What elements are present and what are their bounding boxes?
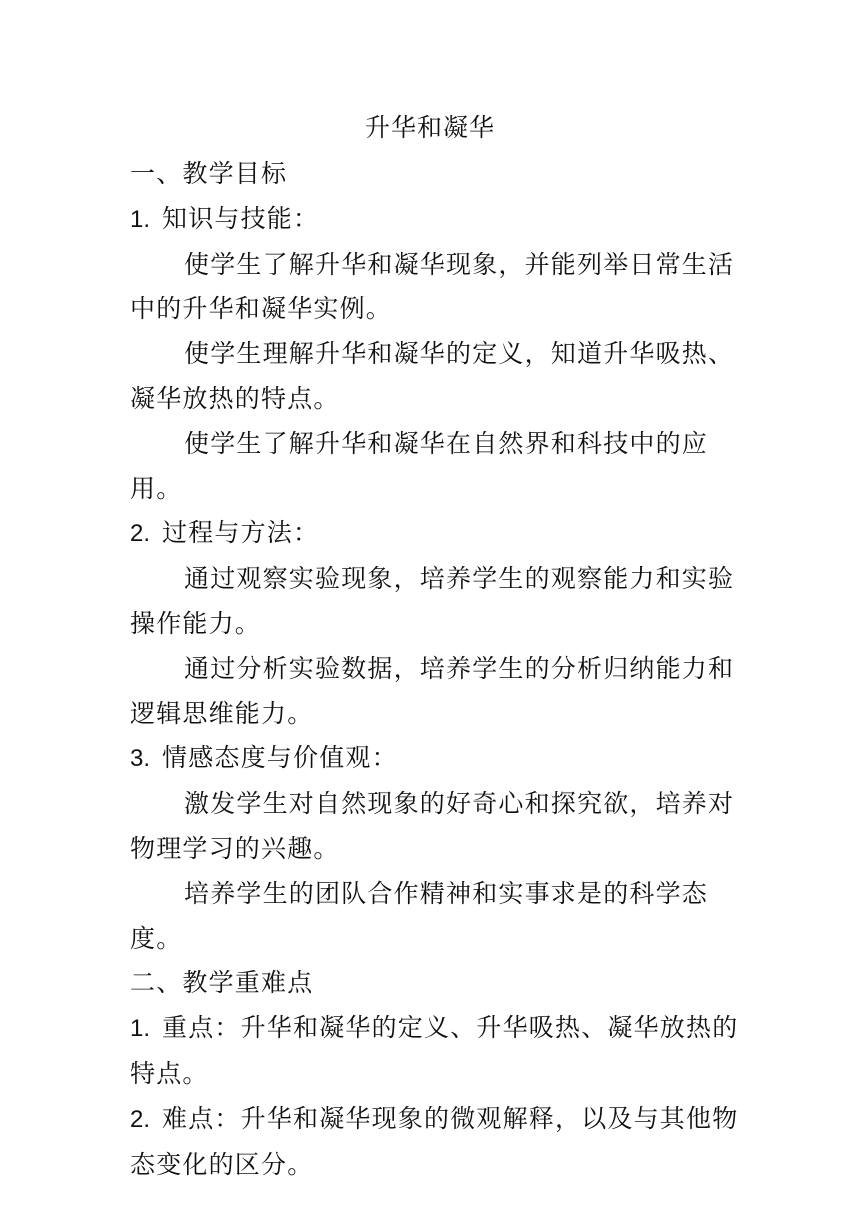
list-number: 1.: [130, 205, 151, 233]
list-item-text: 难点：升华和凝华现象的微观解释，以及与其他物态变化的区分。: [130, 1103, 739, 1179]
list-item-key-point: [130, 1006, 740, 1097]
list-number: 3.: [130, 745, 151, 773]
subsection-process-methods: [130, 511, 740, 557]
paragraph: 通过观察实验现象，培养学生的观察能力和实验操作能力。: [130, 564, 735, 638]
list-item-difficult-point: [130, 1097, 740, 1188]
section-heading-objectives: 一、教学目标: [130, 159, 288, 188]
subsection-knowledge-skills: [130, 197, 740, 243]
list-number: 2.: [130, 1105, 151, 1133]
paragraph: 使学生了解升华和凝华在自然界和科技中的应用。: [130, 428, 709, 503]
subsection-label: 情感态度与价值观：: [162, 743, 398, 773]
section-heading-key-points: 二、教学重难点: [130, 968, 314, 998]
document-body: [130, 152, 740, 1187]
paragraph: 使学生了解升华和凝华现象，并能列举日常生活中的升华和凝华实例。: [130, 249, 735, 324]
list-number: 1.: [130, 1015, 151, 1043]
list-number: 2.: [130, 520, 151, 548]
document-title: 升华和凝华: [364, 113, 495, 142]
paragraph: 使学生理解升华和凝华的定义，知道升华吸热、凝华放热的特点。: [130, 339, 735, 413]
subsection-label: 知识与技能：: [162, 203, 320, 233]
list-item-text: 重点：升华和凝华的定义、升华吸热、凝华放热的特点。: [130, 1013, 739, 1088]
paragraph: 培养学生的团队合作精神和实事求是的科学态度。: [130, 878, 709, 953]
subsection-attitudes-values: [130, 736, 740, 782]
paragraph: 通过分析实验数据，培养学生的分析归纳能力和逻辑思维能力。: [130, 653, 735, 728]
paragraph: 激发学生对自然现象的好奇心和探究欲，培养对物理学习的兴趣。: [130, 789, 735, 863]
subsection-label: 过程与方法：: [162, 518, 320, 548]
